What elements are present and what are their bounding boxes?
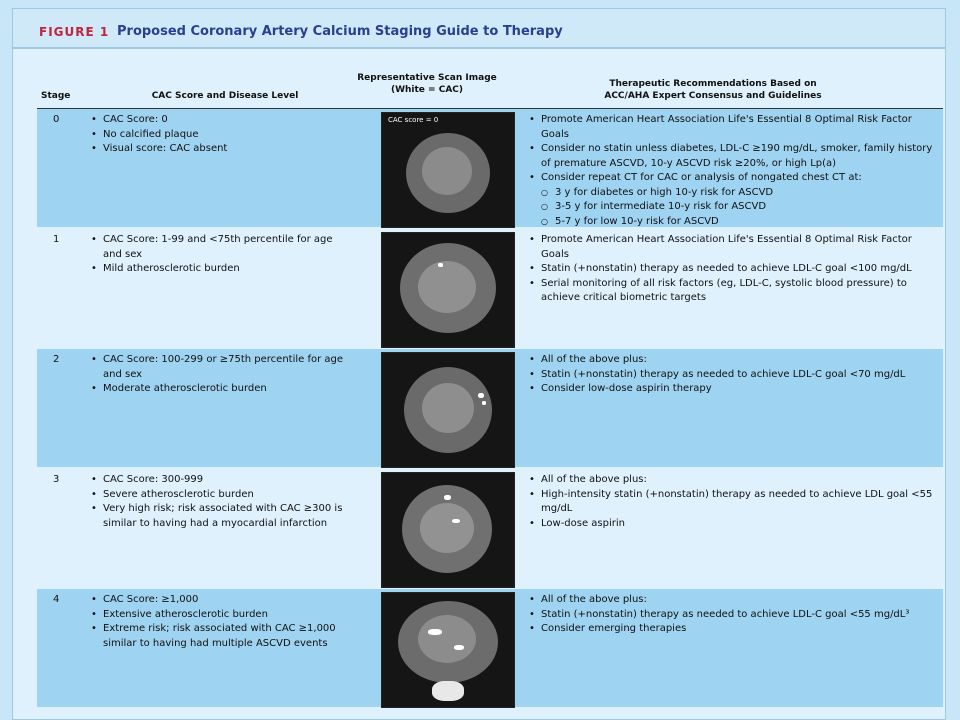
therapy-item: • Consider emerging therapies xyxy=(525,622,935,637)
header-therapy-line1: Therapeutic Recommendations Based on xyxy=(609,79,817,89)
heart-chamber xyxy=(422,147,472,195)
table-row xyxy=(37,229,943,347)
therapy-item: • All of the above plus: xyxy=(525,473,935,488)
ct-scan-image xyxy=(381,592,515,708)
header-stage: Stage xyxy=(41,91,71,101)
cac-item: • Severe atherosclerotic burden xyxy=(87,488,357,503)
cac-list xyxy=(87,233,349,277)
ct-scan-image xyxy=(381,232,515,348)
therapy-subitem: ○ 3-5 y for intermediate 10-y risk for ASCVD xyxy=(525,200,935,215)
cac-list xyxy=(87,593,357,651)
header-scan-line1: Representative Scan Image xyxy=(357,73,497,83)
ct-scan-image xyxy=(381,352,515,468)
cac-item: • Extreme risk; risk associated with CAC ≥1,000 similar to having had multiple ASCVD events xyxy=(87,622,357,651)
figure-panel xyxy=(12,8,946,720)
therapy-list xyxy=(525,593,935,637)
calcium-spot xyxy=(444,495,451,500)
therapy-item: • All of the above plus: xyxy=(525,593,935,608)
therapy-item: • All of the above plus: xyxy=(525,353,935,368)
therapy-list xyxy=(525,113,935,229)
stage-number: 4 xyxy=(53,594,60,605)
cac-item: • Mild atherosclerotic burden xyxy=(87,262,349,277)
therapy-list xyxy=(525,353,935,397)
therapy-item: • Consider no statin unless diabetes, LDL-C ≥190 mg/dL, smoker, family history of premature ASCVD, 10-y ASCVD risk ≥20%, or high Lp(a) xyxy=(525,142,935,171)
cac-item: • Very high risk; risk associated with CAC ≥300 is similar to having had a myocardial infarction xyxy=(87,502,357,531)
calcium-spot xyxy=(482,401,486,405)
table-row xyxy=(37,349,943,467)
calcium-spot xyxy=(478,393,484,398)
therapy-item: • Statin (+nonstatin) therapy as needed to achieve LDL-C goal <70 mg/dL xyxy=(525,368,935,383)
therapy-item: • Statin (+nonstatin) therapy as needed to achieve LDL-C goal <100 mg/dL xyxy=(525,262,935,277)
heart-chamber xyxy=(418,261,476,313)
header-cac: CAC Score and Disease Level xyxy=(151,91,299,101)
heart-chamber xyxy=(422,383,474,433)
figure-title: Proposed Coronary Artery Calcium Staging Guide to Therapy xyxy=(117,24,563,39)
cac-item: • CAC Score: 300-999 xyxy=(87,473,357,488)
header-scan xyxy=(357,72,497,96)
cac-item: • CAC Score: ≥1,000 xyxy=(87,593,357,608)
header-therapy xyxy=(573,78,853,102)
therapy-list xyxy=(525,473,935,531)
therapy-item: • Consider repeat CT for CAC or analysis of nongated chest CT at: xyxy=(525,171,935,186)
header-therapy-line2: ACC/AHA Expert Consensus and Guidelines xyxy=(604,91,822,101)
table-row xyxy=(37,109,943,227)
scan-score-label: CAC score = 0 xyxy=(388,116,439,124)
stage-number: 2 xyxy=(53,354,60,365)
table-row xyxy=(37,469,943,587)
calcium-spot xyxy=(438,263,443,267)
therapy-item: • Low-dose aspirin xyxy=(525,517,935,532)
cac-item: • Visual score: CAC absent xyxy=(87,142,357,157)
therapy-subitem: ○ 3 y for diabetes or high 10-y risk for ASCVD xyxy=(525,186,935,201)
figure-label: FIGURE 1 xyxy=(39,25,110,39)
heart-chamber xyxy=(420,503,474,553)
cac-item: • CAC Score: 1-99 and <75th percentile for age and sex xyxy=(87,233,349,262)
calcium-spot xyxy=(428,629,442,635)
calcium-spot xyxy=(452,519,460,523)
stage-number: 0 xyxy=(53,114,60,125)
header-scan-line2: (White = CAC) xyxy=(390,85,464,95)
cac-list xyxy=(87,473,357,531)
cac-item: • Moderate atherosclerotic burden xyxy=(87,382,349,397)
cac-item: • CAC Score: 100-299 or ≥75th percentile for age and sex xyxy=(87,353,349,382)
therapy-item: • Serial monitoring of all risk factors (eg, LDL-C, systolic blood pressure) to achieve critical biometric targets xyxy=(525,277,935,306)
therapy-list xyxy=(525,233,935,306)
figure-title-bar xyxy=(13,9,945,49)
ct-scan-image xyxy=(381,472,515,588)
therapy-item: • Consider low-dose aspirin therapy xyxy=(525,382,935,397)
stage-number: 3 xyxy=(53,474,60,485)
therapy-item: • Statin (+nonstatin) therapy as needed to achieve LDL-C goal <55 mg/dL³ xyxy=(525,608,935,623)
therapy-subitem: ○ 5-7 y for low 10-y risk for ASCVD xyxy=(525,215,935,230)
calcium-spot xyxy=(454,645,464,650)
cac-list xyxy=(87,113,357,157)
heart-chamber xyxy=(418,615,476,663)
spine-shape xyxy=(432,681,464,701)
cac-item: • CAC Score: 0 xyxy=(87,113,357,128)
ct-scan-image xyxy=(381,112,515,228)
therapy-item: • High-intensity statin (+nonstatin) therapy as needed to achieve LDL goal <55 mg/dL xyxy=(525,488,935,517)
therapy-item: • Promote American Heart Association Life's Essential 8 Optimal Risk Factor Goals xyxy=(525,233,935,262)
therapy-item: • Promote American Heart Association Life's Essential 8 Optimal Risk Factor Goals xyxy=(525,113,935,142)
stage-number: 1 xyxy=(53,234,60,245)
cac-list xyxy=(87,353,349,397)
table-row xyxy=(37,589,943,707)
cac-item: • Extensive atherosclerotic burden xyxy=(87,608,357,623)
cac-item: • No calcified plaque xyxy=(87,128,357,143)
